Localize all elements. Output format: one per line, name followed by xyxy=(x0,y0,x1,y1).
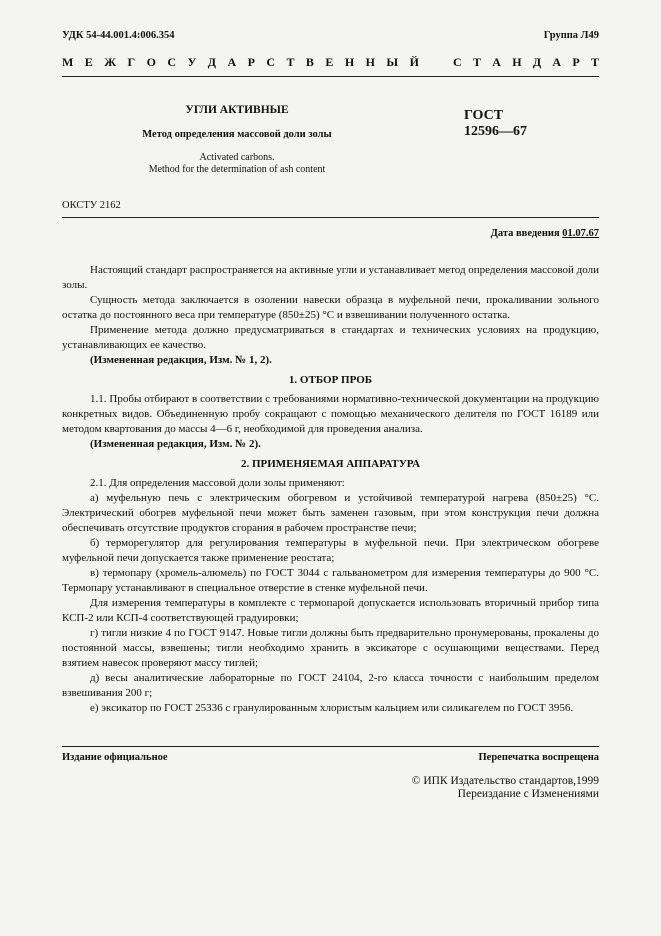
section-2-heading: 2. ПРИМЕНЯЕМАЯ АППАРАТУРА xyxy=(240,458,421,470)
document-body xyxy=(62,263,599,716)
banner-letter: Ы xyxy=(386,55,399,69)
section-2-item: 2.1. Для определения массовой доли золы применяют: xyxy=(90,477,345,489)
banner-letter: Г xyxy=(127,55,136,69)
intro-paragraph: Применение метода должно предусматриваться в стандартах и технических условиях на продукцию, устанавливающих ее качество. xyxy=(62,324,599,351)
banner-letter: В xyxy=(305,55,314,69)
banner-letter: Н xyxy=(512,55,522,69)
gost-number: 12596—67 xyxy=(464,124,527,139)
group-code: Группа Л49 xyxy=(543,30,599,41)
subtitle-english: Method for the determination of ash content xyxy=(148,164,326,175)
banner-letter: Н xyxy=(344,55,355,69)
banner-letter: Д xyxy=(532,55,542,69)
section-2-item: в) термопару (хромель-алюмель) по ГОСТ 3044 с гальванометром для измерения температуры до 900 °С. Термопару устанавливают в специальное отверстие в стенке муфельной печи. xyxy=(62,567,599,594)
banner-letter: С xyxy=(453,55,462,69)
section-2-item: е) эксикатор по ГОСТ 25336 с гранулированным хлористым кальцием или силикагелем по ГОСТ 3956. xyxy=(90,702,574,714)
intro-paragraph: Настоящий стандарт распространяется на активные угли и устанавливает метод определения массовой доли золы. xyxy=(62,264,599,291)
section-2-item: Для измерения температуры в комплекте с термопарой допускается использовать вторичный прибор типа КСП-2 или КСП-4 соответствующей градуировки; xyxy=(62,597,599,624)
banner-letter: А xyxy=(227,55,237,69)
banner-letter: О xyxy=(146,55,156,69)
gost-label: ГОСТ xyxy=(464,108,504,123)
copyright: © ИПК Издательство стандартов,1999 xyxy=(411,775,599,787)
banner-letter: Е xyxy=(325,55,334,69)
intro-paragraph: Сущность метода заключается в озолении навески образца в муфельной печи, прокаливании зольного остатка до постоянного веса при температуре (850±25) °С и взвешивании полученного остатка. xyxy=(62,294,599,321)
footer-rule xyxy=(62,746,599,747)
section-2-item: г) тигли низкие 4 по ГОСТ 9147. Новые тигли должны быть предварительно пронумерованы, прокалены до постоянной массы, взвешены; тигли необходимо хранить в эксикаторе с осушающими веществами. Перед взятием навесок проверяют массу тиглей; xyxy=(62,627,599,669)
banner-letter: Д xyxy=(207,55,217,69)
banner-letter: А xyxy=(492,55,501,69)
title-english: Activated carbons. xyxy=(199,152,275,163)
introduction-date xyxy=(491,228,599,239)
copyright-block xyxy=(412,775,599,801)
intro-change-note: (Измененная редакция, Изм. № 1, 2). xyxy=(90,354,272,366)
document-title: УГЛИ АКТИВНЫЕ xyxy=(185,104,289,116)
banner-letter: Н xyxy=(365,55,375,69)
document-subtitle: Метод определения массовой доли золы xyxy=(142,129,332,140)
banner-letter: М xyxy=(62,55,74,69)
banner-letter: У xyxy=(187,55,197,69)
banner-letter: Т xyxy=(472,55,481,69)
header-rule xyxy=(62,76,599,77)
reprint-notice: Перепечатка воспрещена xyxy=(478,752,599,763)
section-2-item: д) весы аналитические лабораторные по ГОСТ 24104, 2-го класса точности с наибольшим пределом взвешивания 200 г; xyxy=(62,672,599,699)
banner-letter: Т xyxy=(286,55,295,69)
banner-letter: Р xyxy=(247,55,255,69)
introduction-date-label: Дата введения xyxy=(490,228,560,239)
banner-letter: Й xyxy=(409,55,419,69)
udk-code: УДК 54-44.001.4:006.354 xyxy=(62,30,175,41)
banner-letter: Ж xyxy=(104,55,117,69)
banner-letter: С xyxy=(167,55,177,69)
title-rule xyxy=(62,217,599,218)
banner-letter: С xyxy=(266,55,276,69)
official-edition: Издание официальное xyxy=(62,752,168,763)
section-2-item: б) терморегулятор для регулирования температуры в муфельной печи. При электрическом обогреве муфельной печи допускается также применение реостата; xyxy=(62,537,599,564)
standard-banner xyxy=(62,55,599,70)
banner-letter: Е xyxy=(84,55,93,69)
banner-letter: Т xyxy=(590,55,599,69)
section-1-paragraph: 1.1. Пробы отбирают в соответствии с требованиями нормативно-технической документации на продукцию конкретных видов. Объединенную пробу сокращают с помощью механического делителя по ГОСТ 16189 или методом квартования до массы 4—6 г, необходимой для проведения анализа. xyxy=(62,393,599,435)
introduction-date-value: 01.07.67 xyxy=(562,228,599,239)
banner-letter: Р xyxy=(572,55,580,69)
okstu-code: ОКСТУ 2162 xyxy=(62,200,121,211)
section-2-item: а) муфельную печь с электрическим обогревом и устойчивой температурой нагрева (850±25) °С. Электрический обогрев муфельной печи может быть заменен газовым, при этом конструкция печи должна обеспечивать отсутствие продуктов сгорания в рабочем пространстве печи; xyxy=(62,492,599,534)
section-1-heading: 1. ОТБОР ПРОБ xyxy=(288,374,373,386)
banner-letter: А xyxy=(552,55,562,69)
section-1-change-note: (Измененная редакция, Изм. № 2). xyxy=(90,438,261,450)
reissue-note: Переиздание с Изменениями xyxy=(457,788,599,800)
